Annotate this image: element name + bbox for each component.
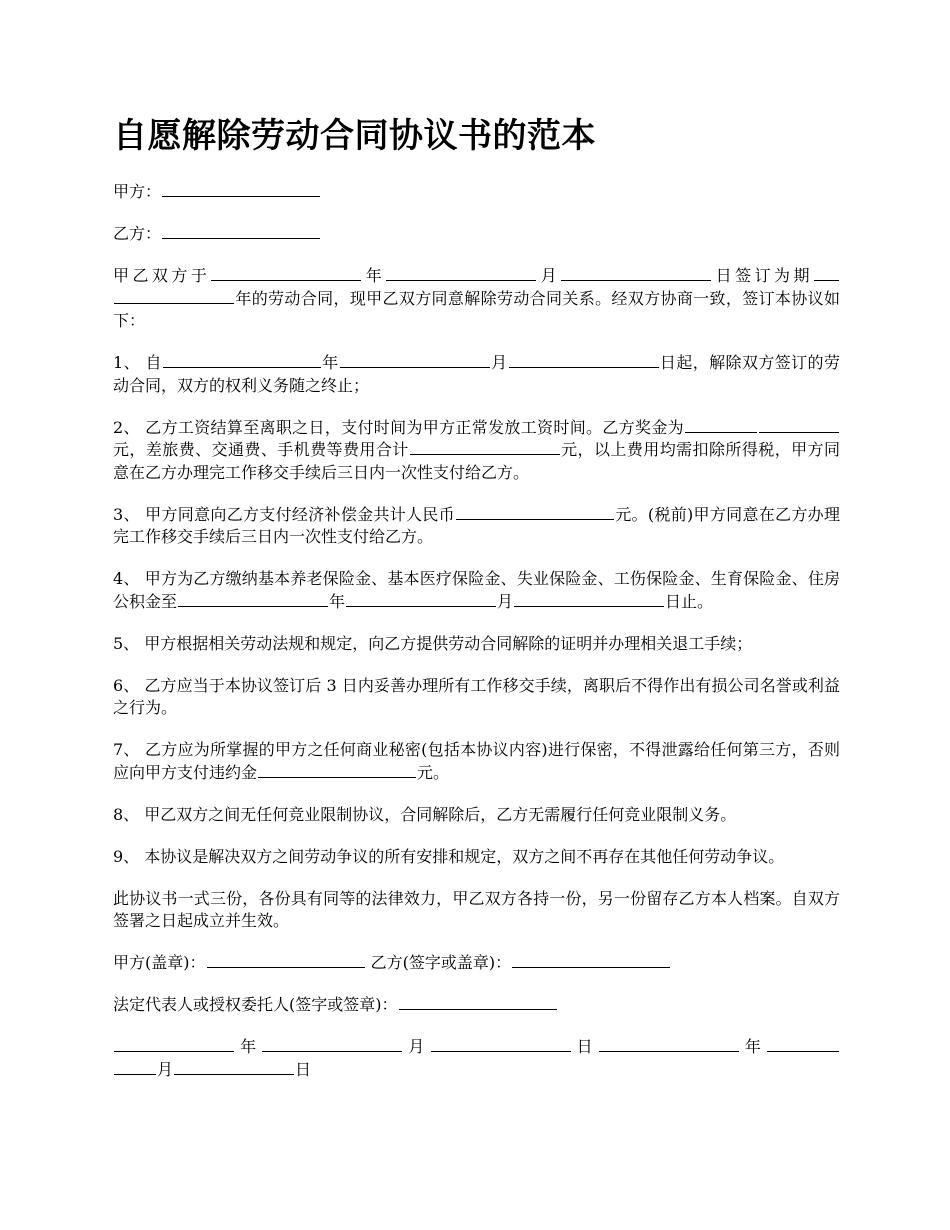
blank-field[interactable] bbox=[207, 952, 365, 968]
blank-field[interactable] bbox=[386, 265, 536, 281]
party-a-line: 甲方： bbox=[113, 181, 840, 204]
clause-7: 7、 乙方应为所掌握的甲方之任何商业秘密(包括本协议内容)进行保密，不得泄露给任何第三方，否则应向甲方支付违约金 元。 bbox=[113, 740, 840, 782]
blank-field[interactable] bbox=[340, 352, 490, 368]
clause-3: 3、 甲方同意向乙方支付经济补偿金共计人民币 元。(税前)甲方同意在乙方办理完工作移交手续后三日内一次性支付给乙方。 bbox=[113, 504, 840, 546]
clause-8: 8、 甲乙双方之间无任何竞业限制协议，合同解除后，乙方无需履行任何竞业限制义务。 bbox=[113, 804, 737, 824]
blank-field[interactable] bbox=[685, 417, 757, 433]
blank-field[interactable] bbox=[114, 1036, 234, 1052]
blank-field[interactable] bbox=[514, 591, 664, 607]
blank-field[interactable] bbox=[512, 952, 670, 968]
blank-field[interactable] bbox=[509, 352, 659, 368]
document-page bbox=[113, 112, 840, 1101]
blank-field[interactable] bbox=[162, 181, 320, 197]
clause-5: 5、 甲方根据相关劳动法规和规定，向乙方提供劳动合同解除的证明并办理相关退工手续； bbox=[113, 633, 753, 653]
closing-paragraph: 此协议书一式三份，各份具有同等的法律效力，甲乙双方各持一份，另一份留存乙方本人档案。自双方签署之日起成立并生效。 bbox=[113, 888, 840, 930]
legal-rep-line: 法定代表人或授权委托人(签字或签章)： bbox=[113, 994, 840, 1017]
blank-field[interactable] bbox=[162, 223, 320, 239]
blank-field[interactable] bbox=[399, 994, 557, 1010]
blank-field[interactable] bbox=[456, 504, 614, 520]
blank-field[interactable] bbox=[410, 439, 560, 455]
blank-field[interactable] bbox=[114, 288, 234, 304]
blank-field[interactable] bbox=[599, 1036, 739, 1052]
clause-2: 2、 乙方工资结算至离职之日，支付时间为甲方正常发放工资时间。乙方奖金为元，差旅费、交通费、手机费等费用合计 元，以上费用均需扣除所得税，甲方同意在乙方办理完工作移交手续后三日内一次性支付给乙方。 bbox=[113, 417, 840, 482]
document-title: 自愿解除劳动合同协议书的范本 bbox=[113, 116, 596, 156]
blank-field[interactable] bbox=[262, 1036, 402, 1052]
clause-9: 9、 本协议是解决双方之间劳动争议的所有安排和规定，双方之间不再存在其他任何劳动争议。 bbox=[113, 846, 785, 866]
blank-field[interactable] bbox=[211, 265, 361, 281]
intro-paragraph: 甲乙双方于 年 月 日签订为期年的劳动合同，现甲乙双方同意解除劳动合同关系。经双方协商一致，签订本协议如下： bbox=[113, 266, 840, 330]
blank-field[interactable] bbox=[431, 1036, 571, 1052]
date-line: 年 月 日 年月 日 bbox=[113, 1036, 840, 1081]
signature-line: 甲方(盖章)： 乙方(签字或盖章)： bbox=[113, 952, 840, 975]
blank-field[interactable] bbox=[178, 591, 328, 607]
clause-4: 4、 甲方为乙方缴纳基本养老保险金、基本医疗保险金、失业保险金、工伤保险金、生育保险金、住房公积金至 年 月 日止。 bbox=[113, 569, 840, 611]
clause-1: 1、 自 年 月 日起，解除双方签订的劳动合同，双方的权利义务随之终止； bbox=[113, 353, 840, 395]
blank-field[interactable] bbox=[114, 1059, 156, 1075]
blank-field[interactable] bbox=[163, 352, 321, 368]
blank-field[interactable] bbox=[561, 265, 711, 281]
clause-6: 6、 乙方应当于本协议签订后 3 日内妥善办理所有工作移交手续，离职后不得作出有损公司名誉或利益之行为。 bbox=[113, 675, 840, 717]
blank-field[interactable] bbox=[759, 417, 839, 433]
blank-field[interactable] bbox=[767, 1036, 839, 1052]
blank-field[interactable] bbox=[174, 1059, 294, 1075]
party-b-line: 乙方： bbox=[113, 223, 840, 246]
blank-field[interactable] bbox=[258, 762, 416, 778]
blank-field[interactable] bbox=[814, 265, 839, 281]
blank-field[interactable] bbox=[346, 591, 496, 607]
